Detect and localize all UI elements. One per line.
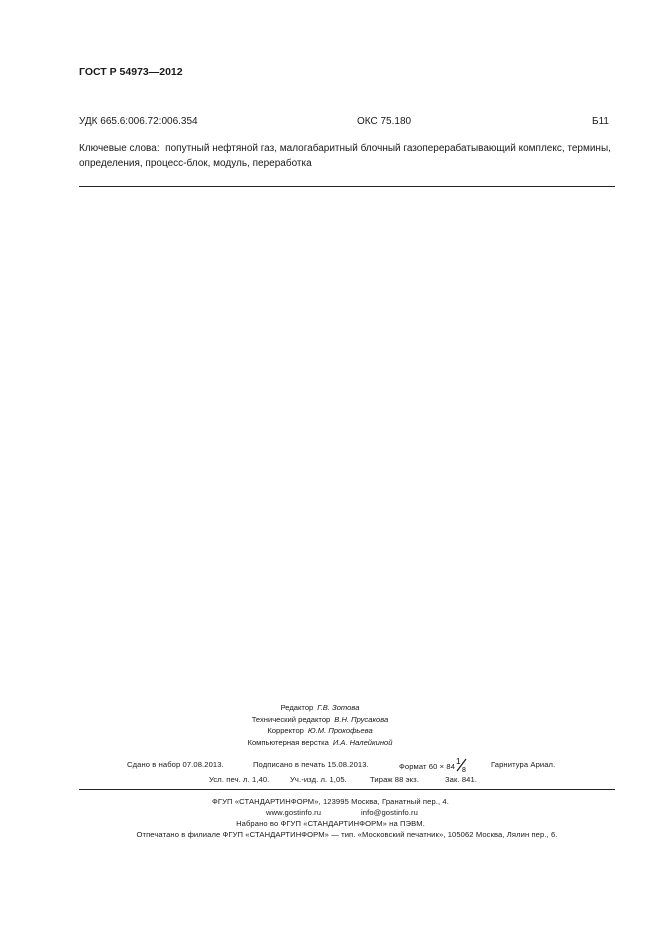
keywords-text: попутный нефтяной газ, малогабаритный блочный газоперерабатывающий комплекс, термины, определения, процесс-блок, модуль, переработка	[79, 143, 611, 169]
print-set-date: Сдано в набор 07.08.2013.	[127, 760, 224, 769]
keywords-block	[79, 141, 619, 171]
publisher-typeset: Набрано во ФГУП «СТАНДАРТИНФОРМ» на ПЭВМ.	[236, 819, 425, 828]
format-fraction	[455, 757, 469, 773]
credit-name: Ю.М. Прокофьева	[307, 726, 373, 735]
credit-name: И.А. Налейкиной	[332, 737, 393, 747]
keywords-label: Ключевые слова:	[79, 143, 160, 154]
credit-corrector	[200, 725, 440, 737]
udk-code: УДК 665.6:006.72:006.354	[79, 116, 198, 127]
credit-tech-editor	[200, 714, 440, 726]
credit-role: Компьютерная верстка	[247, 737, 329, 747]
credits-block	[200, 702, 440, 748]
publisher-site: www.gostinfo.ru	[266, 808, 322, 817]
credit-role: Корректор	[267, 726, 304, 735]
format-times: ×	[439, 762, 445, 771]
group-code: Б11	[592, 116, 609, 127]
fraction-denominator: 8	[462, 767, 467, 773]
format-value: 84	[446, 762, 456, 771]
fraction-numerator: 1	[456, 757, 461, 766]
standard-number: ГОСТ Р 54973—2012	[79, 66, 183, 78]
format-label: Формат 60	[399, 762, 438, 771]
credit-name: В.Н. Прусакова	[334, 714, 389, 724]
print-typeface: Гарнитура Ариал.	[491, 760, 556, 769]
oks-code: ОКС 75.180	[357, 116, 412, 127]
publisher-printed: Отпечатано в филиале ФГУП «СТАНДАРТИНФОРМ» — тип. «Московский печатник», 105062 Москва, Лялин пер., 6.	[136, 830, 558, 839]
divider-top	[79, 186, 615, 187]
divider-bottom	[79, 789, 615, 790]
print-uch: Уч.-изд. л. 1,05.	[290, 775, 347, 784]
credit-name: Г.В. Зотова	[317, 703, 360, 712]
credit-editor	[200, 702, 440, 714]
print-format	[399, 757, 469, 773]
publisher-address: ФГУП «СТАНДАРТИНФОРМ», 123995 Москва, Гранатный пер., 4.	[212, 797, 449, 806]
print-zak: Зак. 841.	[445, 775, 478, 784]
publisher-email: info@gostinfo.ru	[361, 808, 419, 817]
credit-layout	[200, 737, 440, 749]
print-tirazh: Тираж 88 экз.	[370, 775, 419, 784]
credit-role: Редактор	[280, 703, 314, 712]
credit-role: Технический редактор	[251, 714, 331, 724]
fraction-glyph	[455, 757, 469, 773]
print-usl: Усл. печ. л. 1,40.	[209, 775, 270, 784]
print-signed-date: Подписано в печать 15.08.2013.	[253, 760, 369, 769]
